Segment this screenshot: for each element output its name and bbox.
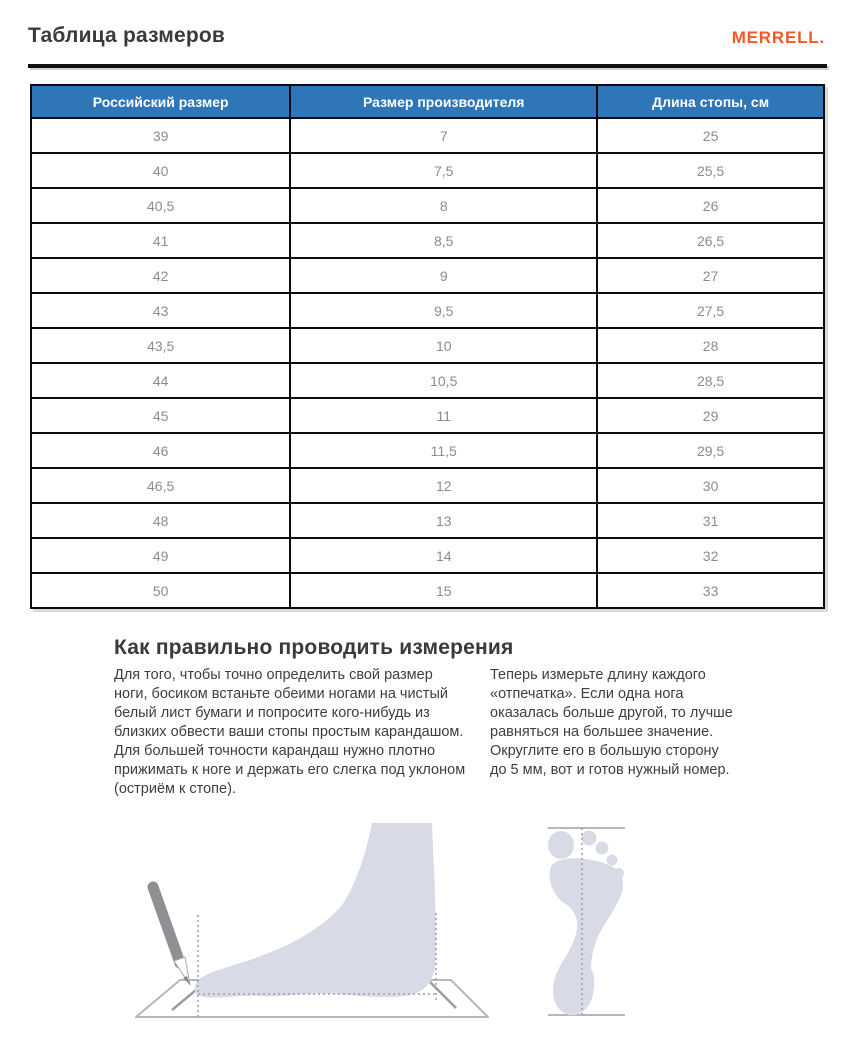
- table-cell: 40: [31, 153, 290, 188]
- instructions-right-column: [490, 666, 734, 799]
- table-cell: 28,5: [597, 363, 824, 398]
- table-cell: 27: [597, 258, 824, 293]
- instructions-left-column: [114, 666, 470, 799]
- table-cell: 13: [290, 503, 597, 538]
- foot-silhouette: [194, 823, 436, 998]
- table-cell: 8: [290, 188, 597, 223]
- table-row: [31, 363, 824, 398]
- table-row: [31, 468, 824, 503]
- table-row: [31, 538, 824, 573]
- instructions-left-text: Для того, чтобы точно определить свой размер ноги, босиком встаньте обеими ногами на чистый белый лист бумаги и попросите кого-нибудь из близких обвести ваши стопы простым карандашом. Для большей точности карандаш нужно плотно прижимать к ноге и держать его слегка под уклоном (остриём к стопе).: [114, 667, 466, 797]
- table-cell: 7: [290, 118, 597, 153]
- table-cell: 29,5: [597, 433, 824, 468]
- merrell-logo: MERRELL.: [731, 28, 825, 47]
- table-cell: 9,5: [290, 293, 597, 328]
- table-cell: 29: [597, 398, 824, 433]
- table-cell: 44: [31, 363, 290, 398]
- size-table-header: [31, 85, 824, 118]
- column-header-russian-size: Российский размер: [31, 85, 290, 118]
- section-heading: Как правильно проводить измерения: [114, 636, 514, 659]
- table-row: [31, 398, 824, 433]
- foot-tracing-illustration: [110, 815, 530, 1035]
- table-cell: 40,5: [31, 188, 290, 223]
- size-table-body: [31, 118, 824, 608]
- table-row: [31, 328, 824, 363]
- table-cell: 9: [290, 258, 597, 293]
- table-cell: 11,5: [290, 433, 597, 468]
- table-cell: 15: [290, 573, 597, 608]
- table-cell: 33: [597, 573, 824, 608]
- instructions-columns: [114, 666, 734, 799]
- table-cell: 42: [31, 258, 290, 293]
- pencil-icon: [153, 887, 190, 985]
- table-cell: 32: [597, 538, 824, 573]
- table-row: [31, 573, 824, 608]
- table-cell: 25: [597, 118, 824, 153]
- table-cell: 26: [597, 188, 824, 223]
- column-header-manufacturer-size: Размер производителя: [290, 85, 597, 118]
- table-row: [31, 433, 824, 468]
- table-cell: 46: [31, 433, 290, 468]
- table-cell: 27,5: [597, 293, 824, 328]
- page-title: Таблица размеров: [28, 24, 226, 47]
- table-cell: 31: [597, 503, 824, 538]
- instructions-right-text: Теперь измерьте длину каждого «отпечатка». Если одна нога оказалась больше другой, то лучше равняться на большее значение. Округлите его в большую сторону до 5 мм, вот и готов нужный номер.: [490, 667, 733, 778]
- footprint-silhouette: [548, 831, 624, 1016]
- table-cell: 43: [31, 293, 290, 328]
- size-table: [30, 84, 825, 609]
- header-row: [31, 85, 824, 118]
- table-cell: 39: [31, 118, 290, 153]
- table-cell: 11: [290, 398, 597, 433]
- table-cell: 30: [597, 468, 824, 503]
- table-cell: 48: [31, 503, 290, 538]
- table-cell: 26,5: [597, 223, 824, 258]
- table-cell: 49: [31, 538, 290, 573]
- table-cell: 10,5: [290, 363, 597, 398]
- table-cell: 8,5: [290, 223, 597, 258]
- footprint-illustration: [525, 815, 655, 1035]
- table-cell: 41: [31, 223, 290, 258]
- table-row: [31, 258, 824, 293]
- table-cell: 14: [290, 538, 597, 573]
- table-cell: 43,5: [31, 328, 290, 363]
- table-cell: 25,5: [597, 153, 824, 188]
- table-cell: 45: [31, 398, 290, 433]
- table-row: [31, 188, 824, 223]
- title-divider: [28, 64, 827, 68]
- table-cell: 46,5: [31, 468, 290, 503]
- table-row: [31, 503, 824, 538]
- table-cell: 12: [290, 468, 597, 503]
- table-cell: 50: [31, 573, 290, 608]
- table-row: [31, 223, 824, 258]
- table-cell: 10: [290, 328, 597, 363]
- table-row: [31, 293, 824, 328]
- table-cell: 28: [597, 328, 824, 363]
- column-header-foot-length: Длина стопы, см: [597, 85, 824, 118]
- table-cell: 7,5: [290, 153, 597, 188]
- table-row: [31, 118, 824, 153]
- table-row: [31, 153, 824, 188]
